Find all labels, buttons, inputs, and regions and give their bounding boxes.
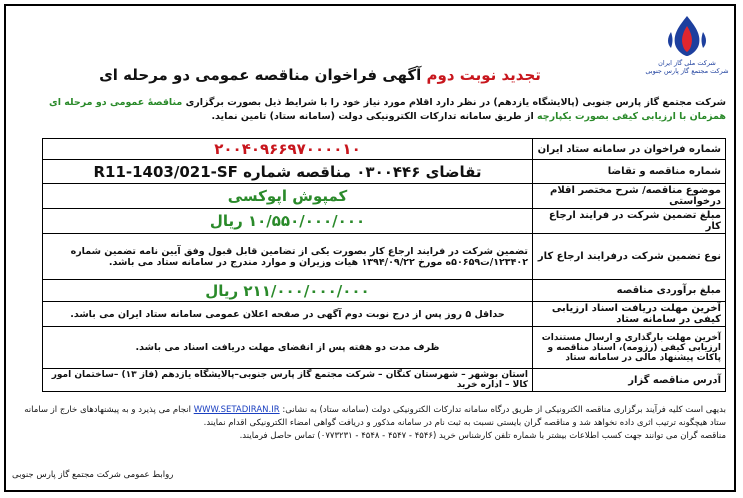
setadiran-link[interactable]: WWW.SETADIRAN.IR: [193, 405, 280, 415]
call-number: ۲۰۰۴۰۹۶۶۹۷۰۰۰۰۱۰: [214, 140, 361, 158]
table-row: [43, 234, 726, 280]
row-label: آخرین مهلت دریافت اسناد ارزیابی کیفی در سامانه ستاد: [533, 302, 726, 327]
table-row: [43, 280, 726, 302]
row-label: شماره مناقصه و تقاضا: [533, 160, 726, 184]
table-row: [43, 184, 726, 209]
row-label: مبلغ تضمین شرکت در فرایند ارجاع کار: [533, 209, 726, 234]
intro-part-3: از طریق سامانه تدارکات الکترونیکی دولت (سامانه ستاد) تامین نماید.: [211, 111, 534, 122]
logo-line-1: شرکت ملی گاز ایران: [658, 59, 716, 67]
row-label: آخرین مهلت بارگذاری و ارسال مستندات ارزیابی کیفی (رزومه)، اسناد مناقصه و پاکات پیشنهاد مالی در سامانه ستاد: [533, 327, 726, 369]
row-label: مبلغ برآوردی مناقصه: [533, 280, 726, 302]
footer-text-1a: بدیهی است کلیه فرآیند برگزاری مناقصه الکترونیکی از طریق درگاه سامانه تدارکات الکترونیکی دولت (سامانه ستاد) به نشانی:: [282, 405, 726, 415]
tenderer-address: استان بوشهر – شهرستان کنگان – شرکت مجتمع گاز پارس جنوبی–پالایشگاه یازدهم (فاز ۱۳) –ساختمان امور کالا – اداره خرید: [43, 369, 533, 392]
guarantee-type: تضمین شرکت در فرایند ارجاع کار بصورت یکی از تضامین قابل قبول وفق آیین نامه تضمین شماره ۱۲۳۴۰۲/ت۵۰۶۵۹ه مورخ ۱۳۹۴/۰۹/۲۲ هیات وزیران و موارد مندرج در سامانه ستاد می باشد.: [43, 234, 533, 280]
table-row: [43, 369, 726, 392]
page-title: [40, 66, 600, 84]
row-label: آدرس مناقصه گزار: [533, 369, 726, 392]
table-row: [43, 302, 726, 327]
docs-deadline: حداقل ۵ روز پس از درج نوبت دوم آگهی در صفحه اعلان عمومی سامانه ستاد ایران می باشد.: [43, 302, 533, 327]
submission-deadline: ظرف مدت دو هفته پس از انقضای مهلت دریافت اسناد می باشد.: [43, 327, 533, 369]
tender-number: تقاضای ۰۳۰۰۴۴۶ مناقصه شماره R11-1403/021-SF: [93, 162, 482, 181]
guarantee-amount: ۱۰/۵۵۰/۰۰۰/۰۰۰ ریال: [209, 212, 366, 230]
nigc-logo: [641, 12, 733, 84]
table-row: [43, 139, 726, 160]
estimated-amount: ۲۱۱/۰۰۰/۰۰۰/۰۰۰ ریال: [205, 281, 370, 300]
footer-paragraph-2: مناقصه گران می توانند جهت کسب اطلاعات بیشتر با شماره تلفن کارشناس خرید (۴۵۴۶ - ۴۵۴۷ - ۴۵۴۸ - ۰۷۷۳۲۳۱) تماس حاصل فرمایند.: [239, 431, 726, 441]
table-row: [43, 327, 726, 369]
footer-notes: [10, 404, 726, 443]
title-red: تجدید نوبت دوم: [426, 66, 541, 84]
table-row: [43, 209, 726, 234]
intro-paragraph: [14, 96, 726, 124]
logo-line-2: شرکت مجتمع گاز پارس جنوبی: [645, 67, 729, 75]
intro-part-2: مناقصهٔ عمومی دو مرحله ای همزمان با ارزیابی کیفی بصورت یکپارچه: [49, 97, 726, 122]
table-row: [43, 160, 726, 184]
tender-info-table: [42, 138, 726, 392]
tender-subject: کمپوش اپوکسی: [227, 187, 348, 205]
public-relations-signature: روابط عمومی شرکت مجتمع گاز پارس جنوبی: [12, 470, 174, 480]
footer-paragraph-1: [10, 404, 726, 430]
row-label: شماره فراخوان در سامانه ستاد ایران: [533, 139, 726, 160]
title-main: آگهی فراخوان مناقصه عمومی دو مرحله ای: [99, 66, 422, 84]
row-label: نوع تضمین شرکت درفرایند ارجاع کار: [533, 234, 726, 280]
row-label: موضوع مناقصه/ شرح مختصر اقلام درخواستی: [533, 184, 726, 209]
footer-text-1b: انجام می پذیرد و به پیشنهادهای خارج از سامانه ستاد هیچگونه ترتیب اثری داده نخواهد شد و مناقصه گران بایستی نسبت به ثبت نام در سامانه مذکور و دریافت گواهی امضاء الکترونیکی اقدام نمایند.: [24, 405, 726, 428]
intro-part-1: شرکت مجتمع گاز پارس جنوبی (پالایشگاه یازدهم) در نظر دارد اقلام مورد نیاز خود را با شرایط ذیل بصورت برگزاری: [185, 97, 726, 108]
